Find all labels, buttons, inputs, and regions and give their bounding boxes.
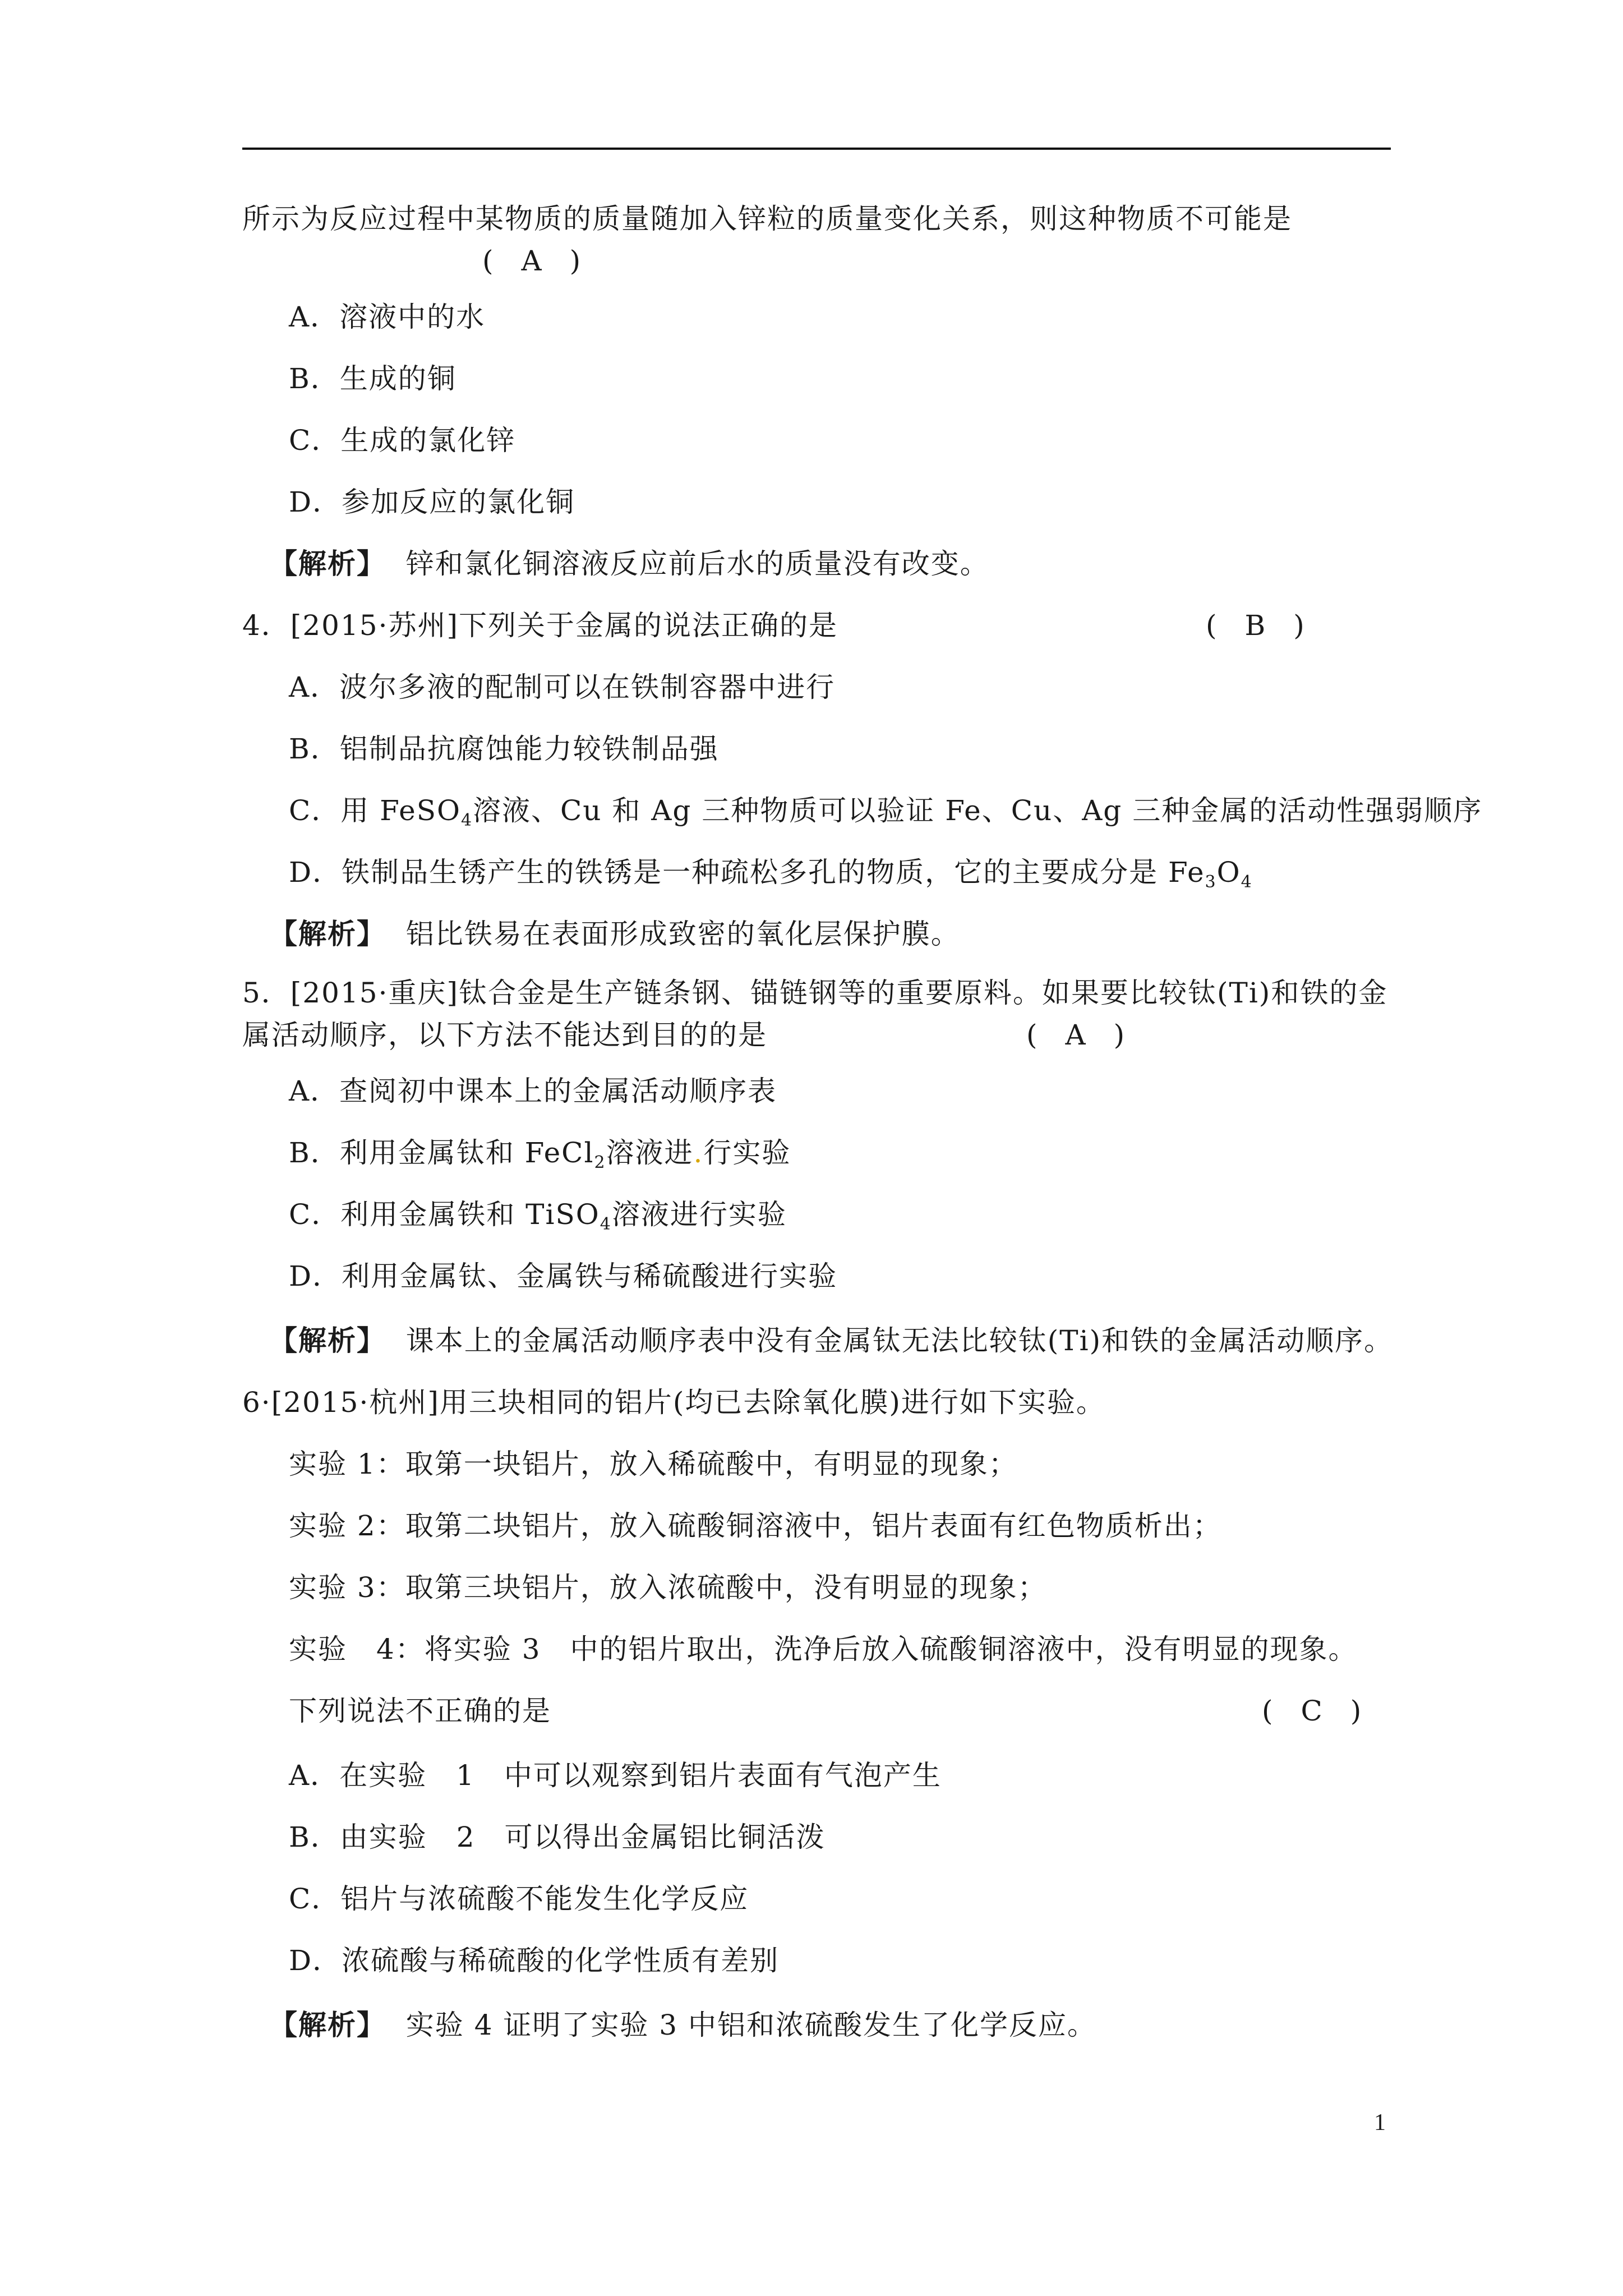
option-text: 行实验 [703,1137,791,1169]
question-3-stem: 所示为反应过程中某物质的质量随加入锌粒的质量变化关系，则这种物质不可能是 [242,203,1292,235]
subscript: 4 [460,811,473,830]
question-5-stem-line-2: 属活动顺序，以下方法不能达到目的的是 [242,1019,767,1051]
question-3-option-a: A．溶液中的水 [289,301,486,333]
question-4-option-a: A．波尔多液的配制可以在铁制容器中进行 [289,671,836,703]
option-text: 溶液、Cu 和 Ag 三种物质可以验证 Fe、Cu、Ag 三种金属的活动性强弱顺序 [473,794,1483,827]
subscript: 4 [1241,872,1253,892]
question-6-ask: 下列说法不正确的是 [289,1695,551,1727]
option-text: 溶液进行实验 [611,1198,787,1231]
subscript: 4 [600,1214,612,1234]
question-6-stem: 6·[2015·杭州]用三块相同的铝片(均已去除氧化膜)进行如下实验。 [242,1386,1105,1419]
question-6-analysis [269,2008,1096,2042]
analysis-text: 铝比铁易在表面形成致密的氧化层保护膜。 [405,918,960,950]
analysis-text: 锌和氯化铜溶液反应前后水的质量没有改变。 [405,547,989,580]
question-4-analysis [269,917,960,951]
experiment-2: 实验 2：取第二块铝片，放入硫酸铜溶液中，铝片表面有红色物质析出； [289,1510,1222,1542]
analysis-text: 课本上的金属活动顺序表中没有金属钛无法比较钛(Ti)和铁的金属活动顺序。 [405,1324,1394,1357]
question-3-option-c: C．生成的氯化锌 [289,424,516,457]
question-6-option-c: C．铝片与浓硫酸不能发生化学反应 [289,1883,749,1915]
question-5-option-c [289,1198,787,1234]
question-4-answer: ( B ) [1206,609,1304,642]
question-5-option-d: D．利用金属钛、金属铁与稀硫酸进行实验 [289,1260,838,1292]
analysis-label: 【解析】 [269,2008,386,2041]
option-text: D．铁制品生锈产生的铁锈是一种疏松多孔的物质，它的主要成分是 Fe [289,856,1205,889]
question-4-option-d [289,855,1253,892]
experiment-1: 实验 1：取第一块铝片，放入稀硫酸中，有明显的现象； [289,1448,1018,1480]
question-5-option-a: A．查阅初中课本上的金属活动顺序表 [289,1075,777,1107]
analysis-label: 【解析】 [269,1324,386,1357]
stray-mark: . [693,1137,704,1169]
question-4-option-b: B．铝制品抗腐蚀能力较铁制品强 [289,733,719,765]
page-number: 1 [1374,2110,1386,2136]
subscript: 3 [1205,872,1217,892]
analysis-text: 实验 4 证明了实验 3 中铝和浓硫酸发生了化学反应。 [405,2009,1096,2041]
subscript: 2 [594,1153,606,1172]
option-text: O [1216,856,1241,889]
option-text: C．利用金属铁和 TiSO [289,1198,600,1231]
question-5-stem-line-1: 5．[2015·重庆]钛合金是生产链条钢、锚链钢等的重要原料。如果要比较钛(Ti)和铁的金 [242,977,1388,1009]
question-3-option-b: B．生成的铜 [289,362,457,395]
question-5-answer: ( A ) [1026,1019,1125,1051]
question-6-answer: ( C ) [1262,1695,1362,1727]
analysis-label: 【解析】 [269,547,386,580]
question-5-analysis [269,1324,1393,1358]
question-5-option-b [289,1136,791,1170]
option-text: 溶液进 [606,1137,694,1169]
question-6-option-a: A．在实验 1 中可以观察到铝片表面有气泡产生 [289,1759,942,1792]
question-3-analysis [269,547,989,581]
header-rule [242,148,1391,150]
question-6-option-b: B．由实验 2 可以得出金属铝比铜活泼 [289,1821,826,1853]
option-text: B．利用金属钛和 FeCl [289,1137,594,1169]
experiment-4: 实验 4：将实验 3 中的铝片取出，洗净后放入硫酸铜溶液中，没有明显的现象。 [289,1633,1358,1665]
question-4-stem: 4．[2015·苏州]下列关于金属的说法正确的是 [242,609,838,642]
question-6-option-d: D．浓硫酸与稀硫酸的化学性质有差别 [289,1944,780,1977]
option-text: C．用 FeSO [289,794,461,827]
question-4-option-c [289,794,1483,830]
question-3-answer: ( A ) [482,245,581,277]
question-3-option-d: D．参加反应的氯化铜 [289,486,575,518]
analysis-label: 【解析】 [269,917,386,950]
experiment-3: 实验 3：取第三块铝片，放入浓硫酸中，没有明显的现象； [289,1571,1047,1604]
